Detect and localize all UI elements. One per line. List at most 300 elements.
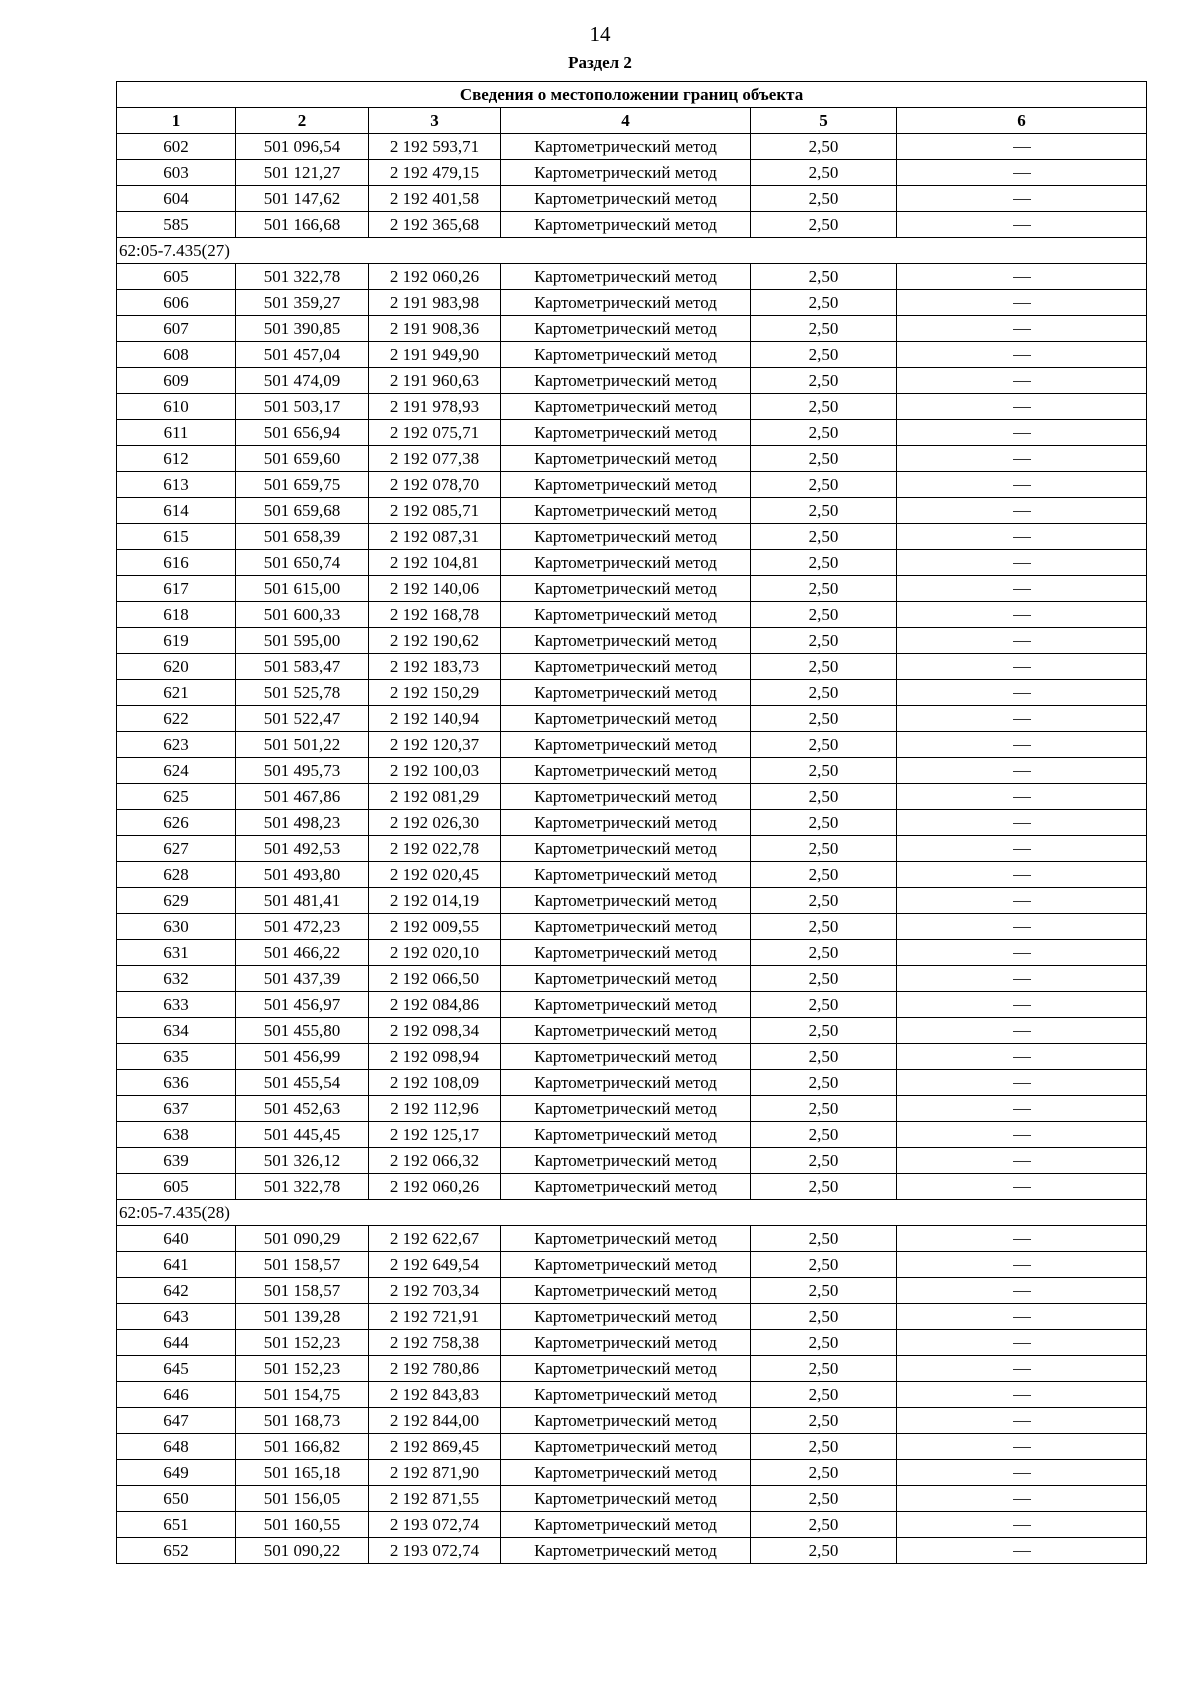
method: Картометрический метод bbox=[501, 1356, 751, 1382]
coordinate-y: 2 191 908,36 bbox=[369, 316, 501, 342]
method: Картометрический метод bbox=[501, 1408, 751, 1434]
coordinate-x: 501 522,47 bbox=[236, 706, 369, 732]
coordinate-x: 501 152,23 bbox=[236, 1330, 369, 1356]
dash-cell bbox=[897, 888, 1147, 914]
dash-mark bbox=[1013, 1265, 1031, 1266]
method: Картометрический метод bbox=[501, 160, 751, 186]
point-number: 636 bbox=[117, 1070, 236, 1096]
point-number: 633 bbox=[117, 992, 236, 1018]
method: Картометрический метод bbox=[501, 134, 751, 160]
method: Картометрический метод bbox=[501, 1148, 751, 1174]
dash-cell bbox=[897, 966, 1147, 992]
table-row bbox=[117, 212, 1147, 238]
coordinate-y: 2 192 026,30 bbox=[369, 810, 501, 836]
accuracy: 2,50 bbox=[751, 1122, 897, 1148]
coordinate-x: 501 498,23 bbox=[236, 810, 369, 836]
dash-cell bbox=[897, 1434, 1147, 1460]
table-row bbox=[117, 134, 1147, 160]
dash-cell bbox=[897, 134, 1147, 160]
dash-cell bbox=[897, 732, 1147, 758]
dash-cell bbox=[897, 706, 1147, 732]
table-row bbox=[117, 420, 1147, 446]
coordinate-y: 2 192 150,29 bbox=[369, 680, 501, 706]
table-row bbox=[117, 264, 1147, 290]
dash-mark bbox=[1013, 1343, 1031, 1344]
dash-cell bbox=[897, 342, 1147, 368]
dash-cell bbox=[897, 576, 1147, 602]
accuracy: 2,50 bbox=[751, 862, 897, 888]
table-row bbox=[117, 1382, 1147, 1408]
method: Картометрический метод bbox=[501, 862, 751, 888]
coordinate-y: 2 192 401,58 bbox=[369, 186, 501, 212]
coordinate-y: 2 192 593,71 bbox=[369, 134, 501, 160]
coordinate-y: 2 192 758,38 bbox=[369, 1330, 501, 1356]
coordinate-x: 501 326,12 bbox=[236, 1148, 369, 1174]
point-number: 652 bbox=[117, 1538, 236, 1564]
coordinate-x: 501 158,57 bbox=[236, 1252, 369, 1278]
coordinate-x: 501 455,54 bbox=[236, 1070, 369, 1096]
method: Картометрический метод bbox=[501, 1460, 751, 1486]
coordinate-y: 2 192 183,73 bbox=[369, 654, 501, 680]
dash-mark bbox=[1013, 277, 1031, 278]
point-number: 651 bbox=[117, 1512, 236, 1538]
dash-cell bbox=[897, 628, 1147, 654]
coordinate-x: 501 481,41 bbox=[236, 888, 369, 914]
method: Картометрический метод bbox=[501, 1122, 751, 1148]
point-number: 629 bbox=[117, 888, 236, 914]
method: Картометрический метод bbox=[501, 992, 751, 1018]
dash-mark bbox=[1013, 1551, 1031, 1552]
coordinate-y: 2 192 020,10 bbox=[369, 940, 501, 966]
dash-cell bbox=[897, 368, 1147, 394]
accuracy: 2,50 bbox=[751, 1512, 897, 1538]
dash-mark bbox=[1013, 927, 1031, 928]
dash-mark bbox=[1013, 589, 1031, 590]
point-number: 604 bbox=[117, 186, 236, 212]
coordinate-x: 501 650,74 bbox=[236, 550, 369, 576]
point-number: 631 bbox=[117, 940, 236, 966]
table-row bbox=[117, 784, 1147, 810]
point-number: 650 bbox=[117, 1486, 236, 1512]
dash-mark bbox=[1013, 1187, 1031, 1188]
table-caption-row bbox=[117, 82, 1147, 108]
point-number: 639 bbox=[117, 1148, 236, 1174]
point-number: 637 bbox=[117, 1096, 236, 1122]
dash-cell bbox=[897, 1070, 1147, 1096]
coordinate-y: 2 192 014,19 bbox=[369, 888, 501, 914]
coordinate-x: 501 090,29 bbox=[236, 1226, 369, 1252]
coordinate-x: 501 492,53 bbox=[236, 836, 369, 862]
accuracy: 2,50 bbox=[751, 1226, 897, 1252]
accuracy: 2,50 bbox=[751, 498, 897, 524]
method: Картометрический метод bbox=[501, 1174, 751, 1200]
dash-mark bbox=[1013, 1369, 1031, 1370]
coordinate-x: 501 493,80 bbox=[236, 862, 369, 888]
point-number: 612 bbox=[117, 446, 236, 472]
point-number: 621 bbox=[117, 680, 236, 706]
method: Картометрический метод bbox=[501, 498, 751, 524]
coordinate-x: 501 121,27 bbox=[236, 160, 369, 186]
table-row bbox=[117, 1226, 1147, 1252]
dash-cell bbox=[897, 1382, 1147, 1408]
coordinate-y: 2 192 190,62 bbox=[369, 628, 501, 654]
point-number: 624 bbox=[117, 758, 236, 784]
table-row bbox=[117, 550, 1147, 576]
table-row bbox=[117, 1538, 1147, 1564]
accuracy: 2,50 bbox=[751, 550, 897, 576]
method: Картометрический метод bbox=[501, 888, 751, 914]
coordinate-y: 2 192 009,55 bbox=[369, 914, 501, 940]
accuracy: 2,50 bbox=[751, 134, 897, 160]
point-number: 619 bbox=[117, 628, 236, 654]
method: Картометрический метод bbox=[501, 186, 751, 212]
coordinate-x: 501 158,57 bbox=[236, 1278, 369, 1304]
coordinate-y: 2 192 843,83 bbox=[369, 1382, 501, 1408]
accuracy: 2,50 bbox=[751, 1174, 897, 1200]
point-number: 605 bbox=[117, 264, 236, 290]
accuracy: 2,50 bbox=[751, 1278, 897, 1304]
method: Картометрический метод bbox=[501, 810, 751, 836]
accuracy: 2,50 bbox=[751, 1330, 897, 1356]
section-title: Раздел 2 bbox=[568, 53, 632, 72]
table-row bbox=[117, 316, 1147, 342]
accuracy: 2,50 bbox=[751, 1044, 897, 1070]
coordinate-y: 2 192 077,38 bbox=[369, 446, 501, 472]
table-row bbox=[117, 1174, 1147, 1200]
dash-cell bbox=[897, 654, 1147, 680]
point-number: 622 bbox=[117, 706, 236, 732]
accuracy: 2,50 bbox=[751, 836, 897, 862]
dash-cell bbox=[897, 914, 1147, 940]
coordinate-x: 501 503,17 bbox=[236, 394, 369, 420]
point-number: 635 bbox=[117, 1044, 236, 1070]
coordinate-y: 2 193 072,74 bbox=[369, 1512, 501, 1538]
table-row bbox=[117, 810, 1147, 836]
table-row bbox=[117, 394, 1147, 420]
table-row bbox=[117, 1044, 1147, 1070]
accuracy: 2,50 bbox=[751, 940, 897, 966]
table-row bbox=[117, 498, 1147, 524]
coordinate-y: 2 192 120,37 bbox=[369, 732, 501, 758]
coordinate-y: 2 192 869,45 bbox=[369, 1434, 501, 1460]
point-number: 611 bbox=[117, 420, 236, 446]
dash-cell bbox=[897, 680, 1147, 706]
method: Картометрический метод bbox=[501, 1044, 751, 1070]
point-number: 620 bbox=[117, 654, 236, 680]
coordinate-y: 2 192 060,26 bbox=[369, 1174, 501, 1200]
table-row bbox=[117, 446, 1147, 472]
dash-cell bbox=[897, 1122, 1147, 1148]
accuracy: 2,50 bbox=[751, 290, 897, 316]
accuracy: 2,50 bbox=[751, 1148, 897, 1174]
dash-cell bbox=[897, 810, 1147, 836]
point-number: 618 bbox=[117, 602, 236, 628]
table-row bbox=[117, 888, 1147, 914]
accuracy: 2,50 bbox=[751, 1252, 897, 1278]
dash-cell bbox=[897, 1018, 1147, 1044]
point-number: 625 bbox=[117, 784, 236, 810]
method: Картометрический метод bbox=[501, 1070, 751, 1096]
dash-mark bbox=[1013, 1473, 1031, 1474]
dash-mark bbox=[1013, 1525, 1031, 1526]
point-number: 617 bbox=[117, 576, 236, 602]
dash-mark bbox=[1013, 485, 1031, 486]
dash-mark bbox=[1013, 199, 1031, 200]
dash-mark bbox=[1013, 875, 1031, 876]
method: Картометрический метод bbox=[501, 758, 751, 784]
column-number: 2 bbox=[236, 108, 369, 134]
table-row bbox=[117, 160, 1147, 186]
dash-cell bbox=[897, 316, 1147, 342]
table-row bbox=[117, 1512, 1147, 1538]
point-number: 626 bbox=[117, 810, 236, 836]
accuracy: 2,50 bbox=[751, 1460, 897, 1486]
accuracy: 2,50 bbox=[751, 472, 897, 498]
method: Картометрический метод bbox=[501, 1434, 751, 1460]
coordinate-x: 501 656,94 bbox=[236, 420, 369, 446]
method: Картометрический метод bbox=[501, 914, 751, 940]
table-row bbox=[117, 1408, 1147, 1434]
dash-cell bbox=[897, 394, 1147, 420]
table-row bbox=[117, 862, 1147, 888]
method: Картометрический метод bbox=[501, 264, 751, 290]
coordinate-x: 501 096,54 bbox=[236, 134, 369, 160]
method: Картометрический метод bbox=[501, 1330, 751, 1356]
coordinate-x: 501 456,99 bbox=[236, 1044, 369, 1070]
coordinate-x: 501 166,68 bbox=[236, 212, 369, 238]
accuracy: 2,50 bbox=[751, 1304, 897, 1330]
column-number-row bbox=[117, 108, 1147, 134]
coordinate-x: 501 659,60 bbox=[236, 446, 369, 472]
coordinate-x: 501 160,55 bbox=[236, 1512, 369, 1538]
column-number: 4 bbox=[501, 108, 751, 134]
dash-mark bbox=[1013, 147, 1031, 148]
accuracy: 2,50 bbox=[751, 368, 897, 394]
point-number: 606 bbox=[117, 290, 236, 316]
dash-mark bbox=[1013, 771, 1031, 772]
dash-cell bbox=[897, 940, 1147, 966]
dash-mark bbox=[1013, 537, 1031, 538]
point-number: 615 bbox=[117, 524, 236, 550]
dash-mark bbox=[1013, 615, 1031, 616]
coordinate-x: 501 467,86 bbox=[236, 784, 369, 810]
coordinate-y: 2 191 960,63 bbox=[369, 368, 501, 394]
coordinate-x: 501 659,68 bbox=[236, 498, 369, 524]
table-row bbox=[117, 602, 1147, 628]
point-number: 640 bbox=[117, 1226, 236, 1252]
table-row bbox=[117, 1018, 1147, 1044]
point-number: 628 bbox=[117, 862, 236, 888]
table-row bbox=[117, 524, 1147, 550]
coordinate-y: 2 192 871,55 bbox=[369, 1486, 501, 1512]
coordinate-x: 501 359,27 bbox=[236, 290, 369, 316]
point-number: 627 bbox=[117, 836, 236, 862]
dash-mark bbox=[1013, 1421, 1031, 1422]
coordinate-x: 501 615,00 bbox=[236, 576, 369, 602]
accuracy: 2,50 bbox=[751, 1408, 897, 1434]
table-row bbox=[117, 342, 1147, 368]
coordinate-y: 2 192 104,81 bbox=[369, 550, 501, 576]
coordinate-x: 501 166,82 bbox=[236, 1434, 369, 1460]
method: Картометрический метод bbox=[501, 1252, 751, 1278]
point-number: 609 bbox=[117, 368, 236, 394]
coordinate-y: 2 191 983,98 bbox=[369, 290, 501, 316]
dash-cell bbox=[897, 1486, 1147, 1512]
table-row bbox=[117, 628, 1147, 654]
table-row bbox=[117, 1148, 1147, 1174]
dash-mark bbox=[1013, 641, 1031, 642]
method: Картометрический метод bbox=[501, 1278, 751, 1304]
method: Картометрический метод bbox=[501, 342, 751, 368]
segment-label: 62:05-7.435(28) bbox=[117, 1200, 1147, 1226]
dash-cell bbox=[897, 1174, 1147, 1200]
boundary-coordinates-table bbox=[116, 81, 1147, 1564]
dash-cell bbox=[897, 784, 1147, 810]
coordinate-x: 501 437,39 bbox=[236, 966, 369, 992]
dash-mark bbox=[1013, 1447, 1031, 1448]
table-row bbox=[117, 1304, 1147, 1330]
coordinate-x: 501 147,62 bbox=[236, 186, 369, 212]
point-number: 613 bbox=[117, 472, 236, 498]
accuracy: 2,50 bbox=[751, 576, 897, 602]
table-row bbox=[117, 758, 1147, 784]
dash-cell bbox=[897, 862, 1147, 888]
accuracy: 2,50 bbox=[751, 446, 897, 472]
method: Картометрический метод bbox=[501, 784, 751, 810]
coordinate-y: 2 192 060,26 bbox=[369, 264, 501, 290]
accuracy: 2,50 bbox=[751, 1434, 897, 1460]
dash-mark bbox=[1013, 407, 1031, 408]
dash-mark bbox=[1013, 797, 1031, 798]
dash-cell bbox=[897, 1304, 1147, 1330]
dash-mark bbox=[1013, 1083, 1031, 1084]
dash-cell bbox=[897, 420, 1147, 446]
point-number: 616 bbox=[117, 550, 236, 576]
dash-mark bbox=[1013, 1005, 1031, 1006]
coordinate-x: 501 452,63 bbox=[236, 1096, 369, 1122]
method: Картометрический метод bbox=[501, 368, 751, 394]
accuracy: 2,50 bbox=[751, 784, 897, 810]
coordinate-y: 2 192 649,54 bbox=[369, 1252, 501, 1278]
coordinate-x: 501 445,45 bbox=[236, 1122, 369, 1148]
dash-mark bbox=[1013, 719, 1031, 720]
accuracy: 2,50 bbox=[751, 524, 897, 550]
point-number: 642 bbox=[117, 1278, 236, 1304]
coordinate-x: 501 322,78 bbox=[236, 264, 369, 290]
dash-mark bbox=[1013, 1109, 1031, 1110]
coordinate-y: 2 192 844,00 bbox=[369, 1408, 501, 1434]
table-caption: Сведения о местоположении границ объекта bbox=[117, 82, 1147, 108]
dash-mark bbox=[1013, 667, 1031, 668]
dash-mark bbox=[1013, 849, 1031, 850]
accuracy: 2,50 bbox=[751, 810, 897, 836]
column-number: 6 bbox=[897, 108, 1147, 134]
coordinate-x: 501 322,78 bbox=[236, 1174, 369, 1200]
method: Картометрический метод bbox=[501, 966, 751, 992]
coordinate-y: 2 192 066,32 bbox=[369, 1148, 501, 1174]
dash-cell bbox=[897, 1512, 1147, 1538]
coordinate-x: 501 456,97 bbox=[236, 992, 369, 1018]
point-number: 608 bbox=[117, 342, 236, 368]
dash-mark bbox=[1013, 381, 1031, 382]
coordinate-x: 501 139,28 bbox=[236, 1304, 369, 1330]
dash-cell bbox=[897, 446, 1147, 472]
coordinate-x: 501 658,39 bbox=[236, 524, 369, 550]
coordinate-y: 2 192 081,29 bbox=[369, 784, 501, 810]
coordinate-x: 501 466,22 bbox=[236, 940, 369, 966]
point-number: 585 bbox=[117, 212, 236, 238]
table-row bbox=[117, 1330, 1147, 1356]
method: Картометрический метод bbox=[501, 212, 751, 238]
coordinate-x: 501 156,05 bbox=[236, 1486, 369, 1512]
dash-mark bbox=[1013, 1057, 1031, 1058]
point-number: 638 bbox=[117, 1122, 236, 1148]
accuracy: 2,50 bbox=[751, 602, 897, 628]
point-number: 634 bbox=[117, 1018, 236, 1044]
coordinate-y: 2 192 098,34 bbox=[369, 1018, 501, 1044]
dash-cell bbox=[897, 472, 1147, 498]
dash-cell bbox=[897, 602, 1147, 628]
coordinate-x: 501 165,18 bbox=[236, 1460, 369, 1486]
dash-mark bbox=[1013, 693, 1031, 694]
table-row bbox=[117, 290, 1147, 316]
dash-mark bbox=[1013, 173, 1031, 174]
coordinate-y: 2 192 084,86 bbox=[369, 992, 501, 1018]
coordinate-y: 2 192 085,71 bbox=[369, 498, 501, 524]
segment-header-row bbox=[117, 238, 1147, 264]
method: Картометрический метод bbox=[501, 706, 751, 732]
page-number: 14 bbox=[589, 22, 611, 46]
coordinate-y: 2 192 108,09 bbox=[369, 1070, 501, 1096]
point-number: 645 bbox=[117, 1356, 236, 1382]
point-number: 647 bbox=[117, 1408, 236, 1434]
coordinate-y: 2 192 140,94 bbox=[369, 706, 501, 732]
coordinate-y: 2 192 780,86 bbox=[369, 1356, 501, 1382]
coordinate-y: 2 192 022,78 bbox=[369, 836, 501, 862]
dash-mark bbox=[1013, 1499, 1031, 1500]
method: Картометрический метод bbox=[501, 602, 751, 628]
coordinate-x: 501 501,22 bbox=[236, 732, 369, 758]
accuracy: 2,50 bbox=[751, 1486, 897, 1512]
coordinate-y: 2 192 622,67 bbox=[369, 1226, 501, 1252]
dash-mark bbox=[1013, 459, 1031, 460]
point-number: 643 bbox=[117, 1304, 236, 1330]
dash-mark bbox=[1013, 1291, 1031, 1292]
point-number: 605 bbox=[117, 1174, 236, 1200]
dash-cell bbox=[897, 1538, 1147, 1564]
dash-cell bbox=[897, 1356, 1147, 1382]
table-row bbox=[117, 1252, 1147, 1278]
table-row bbox=[117, 1278, 1147, 1304]
coordinate-y: 2 192 087,31 bbox=[369, 524, 501, 550]
method: Картометрический метод bbox=[501, 394, 751, 420]
table-row bbox=[117, 1486, 1147, 1512]
dash-mark bbox=[1013, 1031, 1031, 1032]
dash-mark bbox=[1013, 745, 1031, 746]
accuracy: 2,50 bbox=[751, 342, 897, 368]
table-row bbox=[117, 186, 1147, 212]
accuracy: 2,50 bbox=[751, 680, 897, 706]
accuracy: 2,50 bbox=[751, 1356, 897, 1382]
dash-cell bbox=[897, 1278, 1147, 1304]
coordinate-y: 2 193 072,74 bbox=[369, 1538, 501, 1564]
table-row bbox=[117, 732, 1147, 758]
dash-cell bbox=[897, 264, 1147, 290]
coordinate-x: 501 152,23 bbox=[236, 1356, 369, 1382]
method: Картометрический метод bbox=[501, 576, 751, 602]
table-row bbox=[117, 706, 1147, 732]
dash-cell bbox=[897, 1148, 1147, 1174]
